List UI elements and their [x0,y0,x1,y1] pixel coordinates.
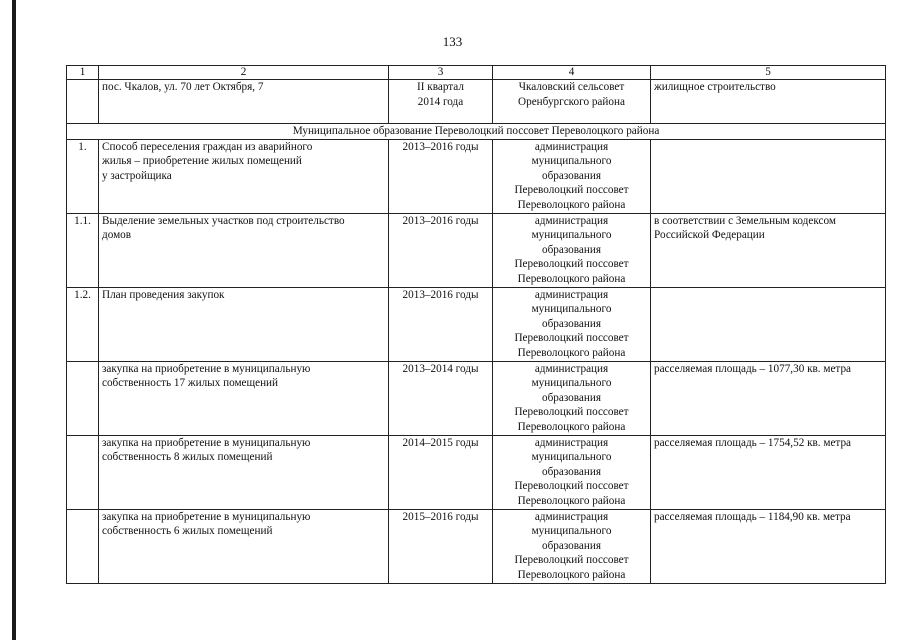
section-row [67,124,886,140]
table-row [67,287,886,361]
row-executor: администрация муниципального образования Переволоцкий поссовет Переволоцкого района [493,361,651,435]
table-row [67,361,886,435]
table-body [67,66,886,584]
row-name: План проведения закупок [99,287,389,361]
table-row [67,435,886,509]
column-header: 2 [99,66,389,80]
row-executor: администрация муниципального образования Переволоцкий поссовет Переволоцкого района [493,139,651,213]
row-number: 1.2. [67,287,99,361]
row-number [67,509,99,583]
row-note: расселяемая площадь – 1077,30 кв. метра [651,361,886,435]
document-table [66,65,886,584]
row-period: II квартал 2014 года [389,80,493,124]
row-note: расселяемая площадь – 1754,52 кв. метра [651,435,886,509]
row-executor: Чкаловский сельсовет Оренбургского района [493,80,651,124]
table-row [67,80,886,124]
row-note [651,139,886,213]
page-number: 133 [442,34,463,49]
column-header: 5 [651,66,886,80]
row-note [651,287,886,361]
row-note: в соответствии с Земельным кодексом Российской Федерации [651,213,886,287]
table-header-row [67,66,886,80]
row-name: пос. Чкалов, ул. 70 лет Октября, 7 [99,80,389,124]
row-number [67,361,99,435]
row-number [67,435,99,509]
row-executor: администрация муниципального образования Переволоцкий поссовет Переволоцкого района [493,213,651,287]
row-period: 2015–2016 годы [389,509,493,583]
section-title: Муниципальное образование Переволоцкий поссовет Переволоцкого района [67,124,886,140]
row-number: 1.1. [67,213,99,287]
row-note: жилищное строительство [651,80,886,124]
scan-edge-bar [12,0,16,640]
row-name: закупка на приобретение в муниципальную собственность 8 жилых помещений [99,435,389,509]
row-name: закупка на приобретение в муниципальную собственность 6 жилых помещений [99,509,389,583]
row-note: расселяемая площадь – 1184,90 кв. метра [651,509,886,583]
row-executor: администрация муниципального образования Переволоцкий поссовет Переволоцкого района [493,435,651,509]
row-executor: администрация муниципального образования Переволоцкий поссовет Переволоцкого района [493,509,651,583]
row-period: 2013–2016 годы [389,287,493,361]
row-number: 1. [67,139,99,213]
column-header: 1 [67,66,99,80]
row-name: Выделение земельных участков под строительство домов [99,213,389,287]
row-period: 2013–2016 годы [389,139,493,213]
row-number [67,80,99,124]
table-row [67,213,886,287]
row-name: Способ переселения граждан из аварийного жилья – приобретение жилых помещений у застройщика [99,139,389,213]
column-header: 3 [389,66,493,80]
row-name: закупка на приобретение в муниципальную собственность 17 жилых помещений [99,361,389,435]
row-period: 2013–2016 годы [389,213,493,287]
row-period: 2013–2014 годы [389,361,493,435]
row-period: 2014–2015 годы [389,435,493,509]
row-executor: администрация муниципального образования Переволоцкий поссовет Переволоцкого района [493,287,651,361]
table-row [67,509,886,583]
table-row [67,139,886,213]
column-header: 4 [493,66,651,80]
